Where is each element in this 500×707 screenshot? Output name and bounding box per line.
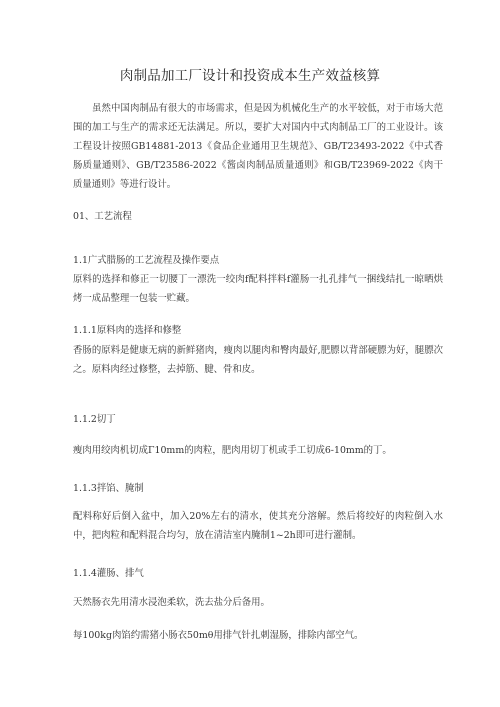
subsection-heading-1-1-4: 1.1.4灌肠、排气 <box>73 568 144 579</box>
subsection-heading-1-1-3: 1.1.3拌馅、腌制 <box>73 483 144 494</box>
subsection-heading-1-1-1: 1.1.1原料肉的选择和修整 <box>73 325 182 336</box>
subsection-heading-1-1-2: 1.1.2切丁 <box>73 414 116 425</box>
process-flow-paragraph: 原料的选择和修正一切腰丁一漂洗一绞肉f配料拌料f灌肠一扎孔排气一捆线结扎一晾晒烘烤一成品整理一包装一贮藏。 <box>73 274 443 304</box>
subsection-heading-1-1: 1.1广式腊肠的工艺流程及操作要点 <box>73 255 220 266</box>
page-title: 肉制品加工厂设计和投资成本生产效益核算 <box>119 68 381 84</box>
intro-paragraph: 虽然中国肉制品有很大的市场需求，但是因为机械化生产的水平较低，对于市场大范围的加工与生产的需求还无法满足。所以，要扩大对国内中式肉制品工厂的工业设计。该工程设计按照GB14881-2013《食品企业通用卫生规范》、GB/T23493-2022《中式香肠质量通则》、GB/T23586-2022《酱卤肉制品质量通则》和GB/T23969-2022《肉干质量通则》等进行设计。 <box>73 103 443 190</box>
dicing-paragraph: 瘦肉用绞肉机切成Γ10mm的肉粒，肥肉用切丁机或手工切成6-10mm的丁。 <box>73 445 392 456</box>
mixing-paragraph: 配料称好后倒入盆中，加入20%左右的清水，使其充分溶解。然后将绞好的肉粒倒入水中，把肉粒和配料混合均匀，放在清洁室内腌制1~2h即可进行灌制。 <box>73 511 443 541</box>
raw-meat-paragraph: 香肠的原料是健康无病的新鲜猪肉，瘦肉以腿肉和臀肉最好,肥膘以背部硬膘为好，腿膘次之。原料肉经过修整，去掉筋、腱、骨和皮。 <box>73 345 443 375</box>
venting-paragraph: 每100kg肉馅约需猪小肠衣50mθ用排气针扎刺湿肠，排除内部空气。 <box>73 630 364 641</box>
section-heading-01: 01、工艺流程 <box>73 211 132 222</box>
casing-paragraph: 天然肠衣先用清水浸泡柔软，洗去盐分后备用。 <box>73 597 270 608</box>
